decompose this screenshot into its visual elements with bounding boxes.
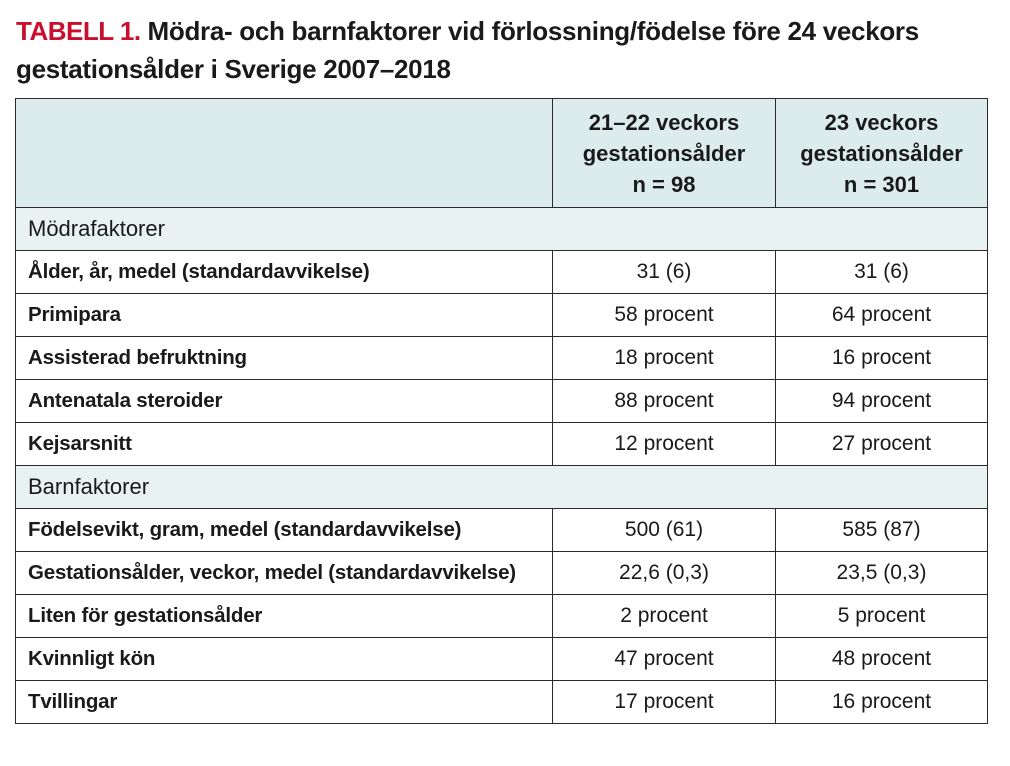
row-value-a: 12 procent: [553, 423, 776, 466]
row-value-a: 2 procent: [553, 595, 776, 638]
row-value-b: 16 procent: [776, 337, 988, 380]
row-label: Liten för gestationsålder: [16, 595, 553, 638]
table-row: [16, 337, 988, 380]
row-value-b: 27 procent: [776, 423, 988, 466]
table-row: [16, 380, 988, 423]
row-label: Tvillingar: [16, 681, 553, 724]
row-value-b: 23,5 (0,3): [776, 552, 988, 595]
table-row: [16, 595, 988, 638]
table-title: [16, 12, 996, 88]
row-label: Primipara: [16, 294, 553, 337]
table-header-row: [16, 99, 988, 208]
row-label: Assisterad befruktning: [16, 337, 553, 380]
row-value-a: 500 (61): [553, 509, 776, 552]
section-row-barnfaktorer: [16, 466, 988, 509]
table-row: [16, 638, 988, 681]
table-row: [16, 251, 988, 294]
row-value-b: 64 procent: [776, 294, 988, 337]
row-label: Födelsevikt, gram, medel (standardavvikelse): [16, 509, 553, 552]
table-row: [16, 509, 988, 552]
row-label: Gestationsålder, veckor, medel (standardavvikelse): [16, 552, 553, 595]
header-col-2-line-3: n = 301: [843, 171, 920, 197]
title-line-2: gestationsålder i Sverige 2007–2018: [16, 54, 451, 84]
header-col-21-22: [553, 99, 776, 208]
header-blank-cell: [16, 99, 553, 208]
row-value-a: 22,6 (0,3): [553, 552, 776, 595]
row-value-a: 47 procent: [553, 638, 776, 681]
section-heading: Barnfaktorer: [16, 466, 988, 509]
row-value-a: 58 procent: [553, 294, 776, 337]
header-col-2-line-2: gestationsålder: [800, 140, 963, 166]
row-label: Kvinnligt kön: [16, 638, 553, 681]
table-row: [16, 681, 988, 724]
row-label: Antenatala steroider: [16, 380, 553, 423]
row-value-b: 5 procent: [776, 595, 988, 638]
header-col-2-line-1: 23 veckors: [824, 109, 939, 135]
data-table: [15, 98, 988, 724]
row-value-b: 31 (6): [776, 251, 988, 294]
row-value-b: 585 (87): [776, 509, 988, 552]
row-label: Ålder, år, medel (standardavvikelse): [16, 251, 553, 294]
table-row: [16, 552, 988, 595]
header-col-1-line-3: n = 98: [632, 171, 696, 197]
row-value-b: 48 procent: [776, 638, 988, 681]
header-col-1-line-2: gestationsålder: [582, 140, 746, 166]
title-text-1: Mödra- och barnfaktorer vid förlossning/födelse före 24 veckors: [147, 16, 919, 46]
row-value-a: 88 procent: [553, 380, 776, 423]
header-col-23: [776, 99, 988, 208]
row-value-a: 17 procent: [553, 681, 776, 724]
table-row: [16, 294, 988, 337]
table-label: TABELL 1.: [16, 16, 141, 46]
title-line-1: [16, 12, 996, 50]
section-heading: Mödrafaktorer: [16, 208, 988, 251]
row-value-a: 18 procent: [553, 337, 776, 380]
row-value-b: 16 procent: [776, 681, 988, 724]
section-row-modrafaktorer: [16, 208, 988, 251]
table-row: [16, 423, 988, 466]
row-value-b: 94 procent: [776, 380, 988, 423]
row-label: Kejsarsnitt: [16, 423, 553, 466]
header-col-1-line-1: 21–22 veckors: [588, 109, 740, 135]
row-value-a: 31 (6): [553, 251, 776, 294]
